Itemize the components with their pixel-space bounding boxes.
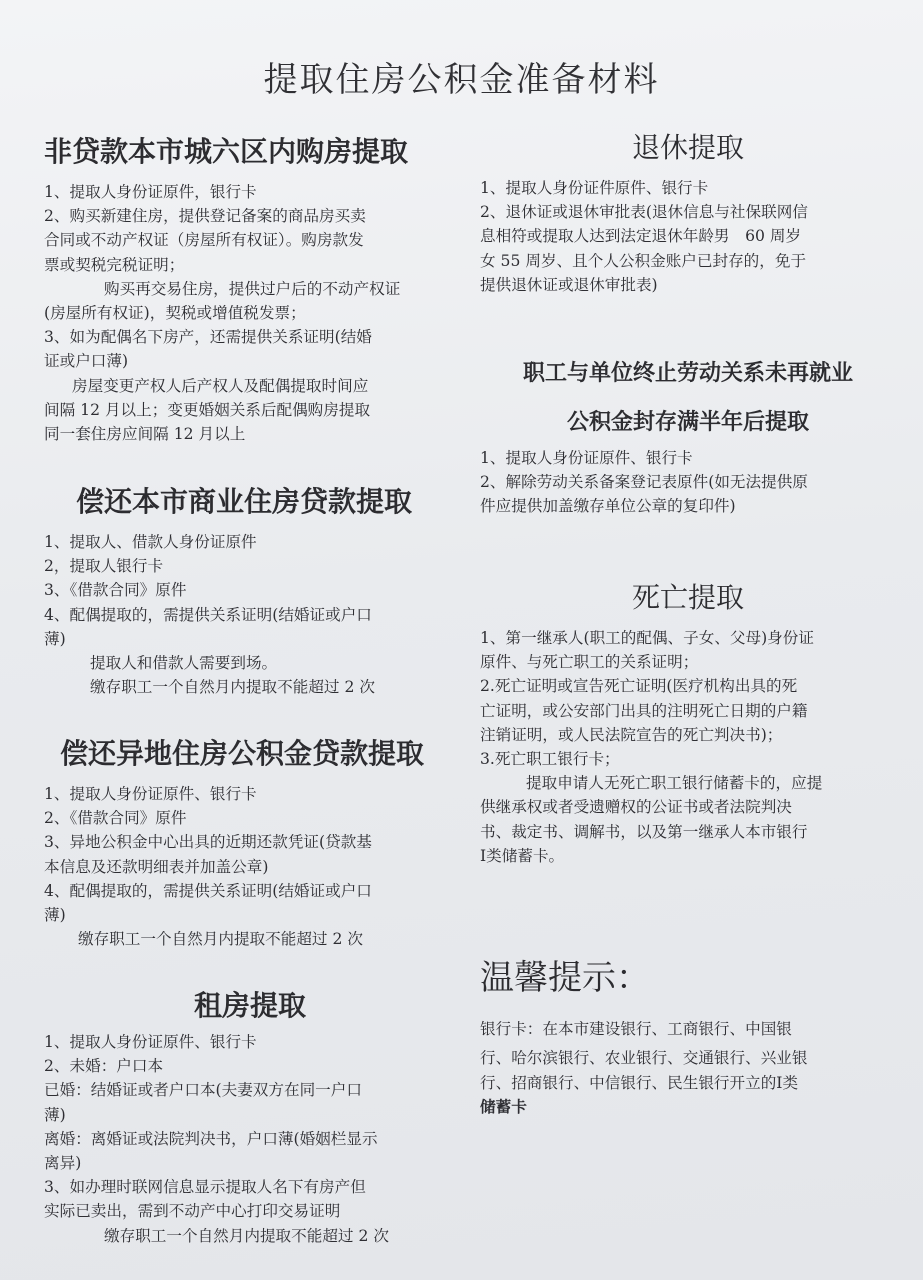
list-item: 1、第一继承人(职工的配偶、子女、父母)身份证 (480, 629, 814, 647)
list-item: 提供退休证或退休审批表) (480, 275, 658, 294)
section-title: 死亡提取 (631, 581, 744, 614)
list-item: 薄) (44, 1105, 66, 1124)
list-item: (房屋所有权证)，契税或增值税发票； (44, 304, 306, 323)
list-item: 证或户口薄) (44, 352, 129, 371)
list-item: 离婚：离婚证或法院判决书，户口薄(婚姻栏显示 (44, 1129, 378, 1148)
list-item: 间隔 12 月以上；变更婚姻关系后配偶购房提取 (44, 400, 371, 419)
list-item: 同一套住房应间隔 12 月以上 (44, 425, 246, 444)
list-item: 1、提取人身份证原件、银行卡 (44, 785, 257, 803)
list-item: 2.死亡证明或宣告死亡证明(医疗机构出具的死 (480, 677, 798, 696)
list-item: 离异) (44, 1154, 82, 1173)
section-rental (44, 984, 466, 1248)
list-item: 女 55 周岁、且个人公积金账户已封存的，免于 (480, 251, 807, 270)
list-item: 票或契税完税证明； (44, 255, 185, 274)
list-item: 3.死亡职工银行卡； (480, 750, 620, 769)
list-item: 缴存职工一个自然月内提取不能超过 2 次 (90, 678, 375, 697)
list-item: 1、提取人身份证原件、银行卡 (44, 1033, 257, 1051)
list-item: 1、提取人身份证件原件、银行卡 (480, 179, 709, 197)
section-title: 偿还异地住房公积金贷款提取 (60, 737, 425, 770)
list-item: 行、哈尔滨银行、农业银行、交通银行、兴业银 (480, 1049, 808, 1067)
list-item: 2、解除劳动关系备案登记表原件(如无法提供原 (480, 473, 808, 492)
section-remote-fund-loan (44, 732, 466, 951)
list-item: 3、异地公积金中心出具的近期还款凭证(贷款基 (44, 833, 372, 852)
list-item: 合同或不动产权证（房屋所有权证）。购房款发 (44, 231, 364, 250)
list-item: 购买再交易住房，提供过户后的不动产权证 (104, 279, 401, 298)
section-title-line-2: 公积金封存满半年后提取 (566, 410, 809, 435)
section-title: 非贷款本市城六区内购房提取 (44, 135, 409, 168)
list-item: 实际已卖出，需到不动产中心打印交易证明 (44, 1202, 341, 1221)
list-item: 2、未婚：户口本 (44, 1057, 164, 1076)
section-title: 退休提取 (631, 131, 744, 164)
section-title: 租房提取 (194, 989, 307, 1022)
list-item: 1、提取人身份证原件，银行卡 (44, 183, 257, 201)
list-item: 息相符或提取人达到法定退休年龄男 60 周岁 (480, 227, 802, 246)
list-item: 行、招商银行、中信银行、民生银行开立的Ⅰ类 (480, 1074, 799, 1092)
list-item: 2、退休证或退休审批表(退休信息与社保联网信 (480, 203, 808, 222)
list-item: 原件、与死亡职工的关系证明； (480, 653, 699, 672)
section-title-line-1: 职工与单位终止劳动关系未再就业 (522, 361, 853, 386)
list-item: 房屋变更产权人后产权人及配偶提取时间应 (72, 376, 369, 395)
page-title: 提取住房公积金准备材料 (263, 60, 660, 100)
list-item: 3、如办理时联网信息显示提取人名下有房产但 (44, 1178, 366, 1197)
list-item: 本信息及还款明细表并加盖公章) (44, 857, 269, 876)
section-title: 温馨提示： (480, 958, 650, 998)
list-item: 亡证明，或公安部门出具的注明死亡日期的户籍 (480, 701, 808, 720)
list-item: 1、提取人、借款人身份证原件 (44, 533, 257, 551)
list-item: 注销证明，或人民法院宣告的死亡判决书)； (480, 725, 783, 744)
section-retirement (480, 126, 896, 297)
section-death (480, 576, 896, 868)
section-non-loan-purchase (44, 130, 466, 446)
list-item: 3、《借款合同》原件 (44, 581, 187, 600)
list-item: Ⅰ类储蓄卡。 (480, 846, 565, 865)
list-item: 已婚：结婚证或者户口本(夫妻双方在同一户口 (44, 1081, 362, 1100)
list-item: 1、提取人身份证原件、银行卡 (480, 449, 693, 467)
section-tips (480, 950, 896, 1119)
list-item: 3、如为配偶名下房产，还需提供关系证明(结婚 (44, 328, 372, 347)
section-title: 偿还本市商业住房贷款提取 (76, 485, 413, 518)
list-item: 储蓄卡 (480, 1097, 527, 1116)
section-employment-termination (480, 356, 896, 519)
list-item: 2、购买新建住房，提供登记备案的商品房买卖 (44, 207, 366, 226)
list-item: 4、配偶提取的，需提供关系证明(结婚证或户口 (44, 605, 372, 624)
list-item: 2，提取人银行卡 (44, 557, 164, 576)
list-item: 件应提供加盖缴存单位公章的复印件) (480, 497, 736, 516)
list-item: 缴存职工一个自然月内提取不能超过 2 次 (78, 930, 363, 949)
list-item: 提取人和借款人需要到场。 (90, 654, 278, 673)
list-item: 提取申请人无死亡职工银行储蓄卡的，应提 (526, 774, 823, 793)
list-item: 书、裁定书、调解书，以及第一继承人本市银行 (480, 822, 808, 841)
list-item: 缴存职工一个自然月内提取不能超过 2 次 (104, 1226, 389, 1245)
list-item: 薄) (44, 629, 66, 648)
list-item: 4、配偶提取的，需提供关系证明(结婚证或户口 (44, 881, 372, 900)
list-item: 薄) (44, 906, 66, 925)
list-item: 2、《借款合同》原件 (44, 809, 187, 828)
section-commercial-loan (44, 480, 466, 699)
list-item: 供继承权或者受遗赠权的公证书或者法院判决 (480, 798, 792, 817)
list-item: 银行卡：在本市建设银行、工商银行、中国银 (480, 1020, 792, 1038)
